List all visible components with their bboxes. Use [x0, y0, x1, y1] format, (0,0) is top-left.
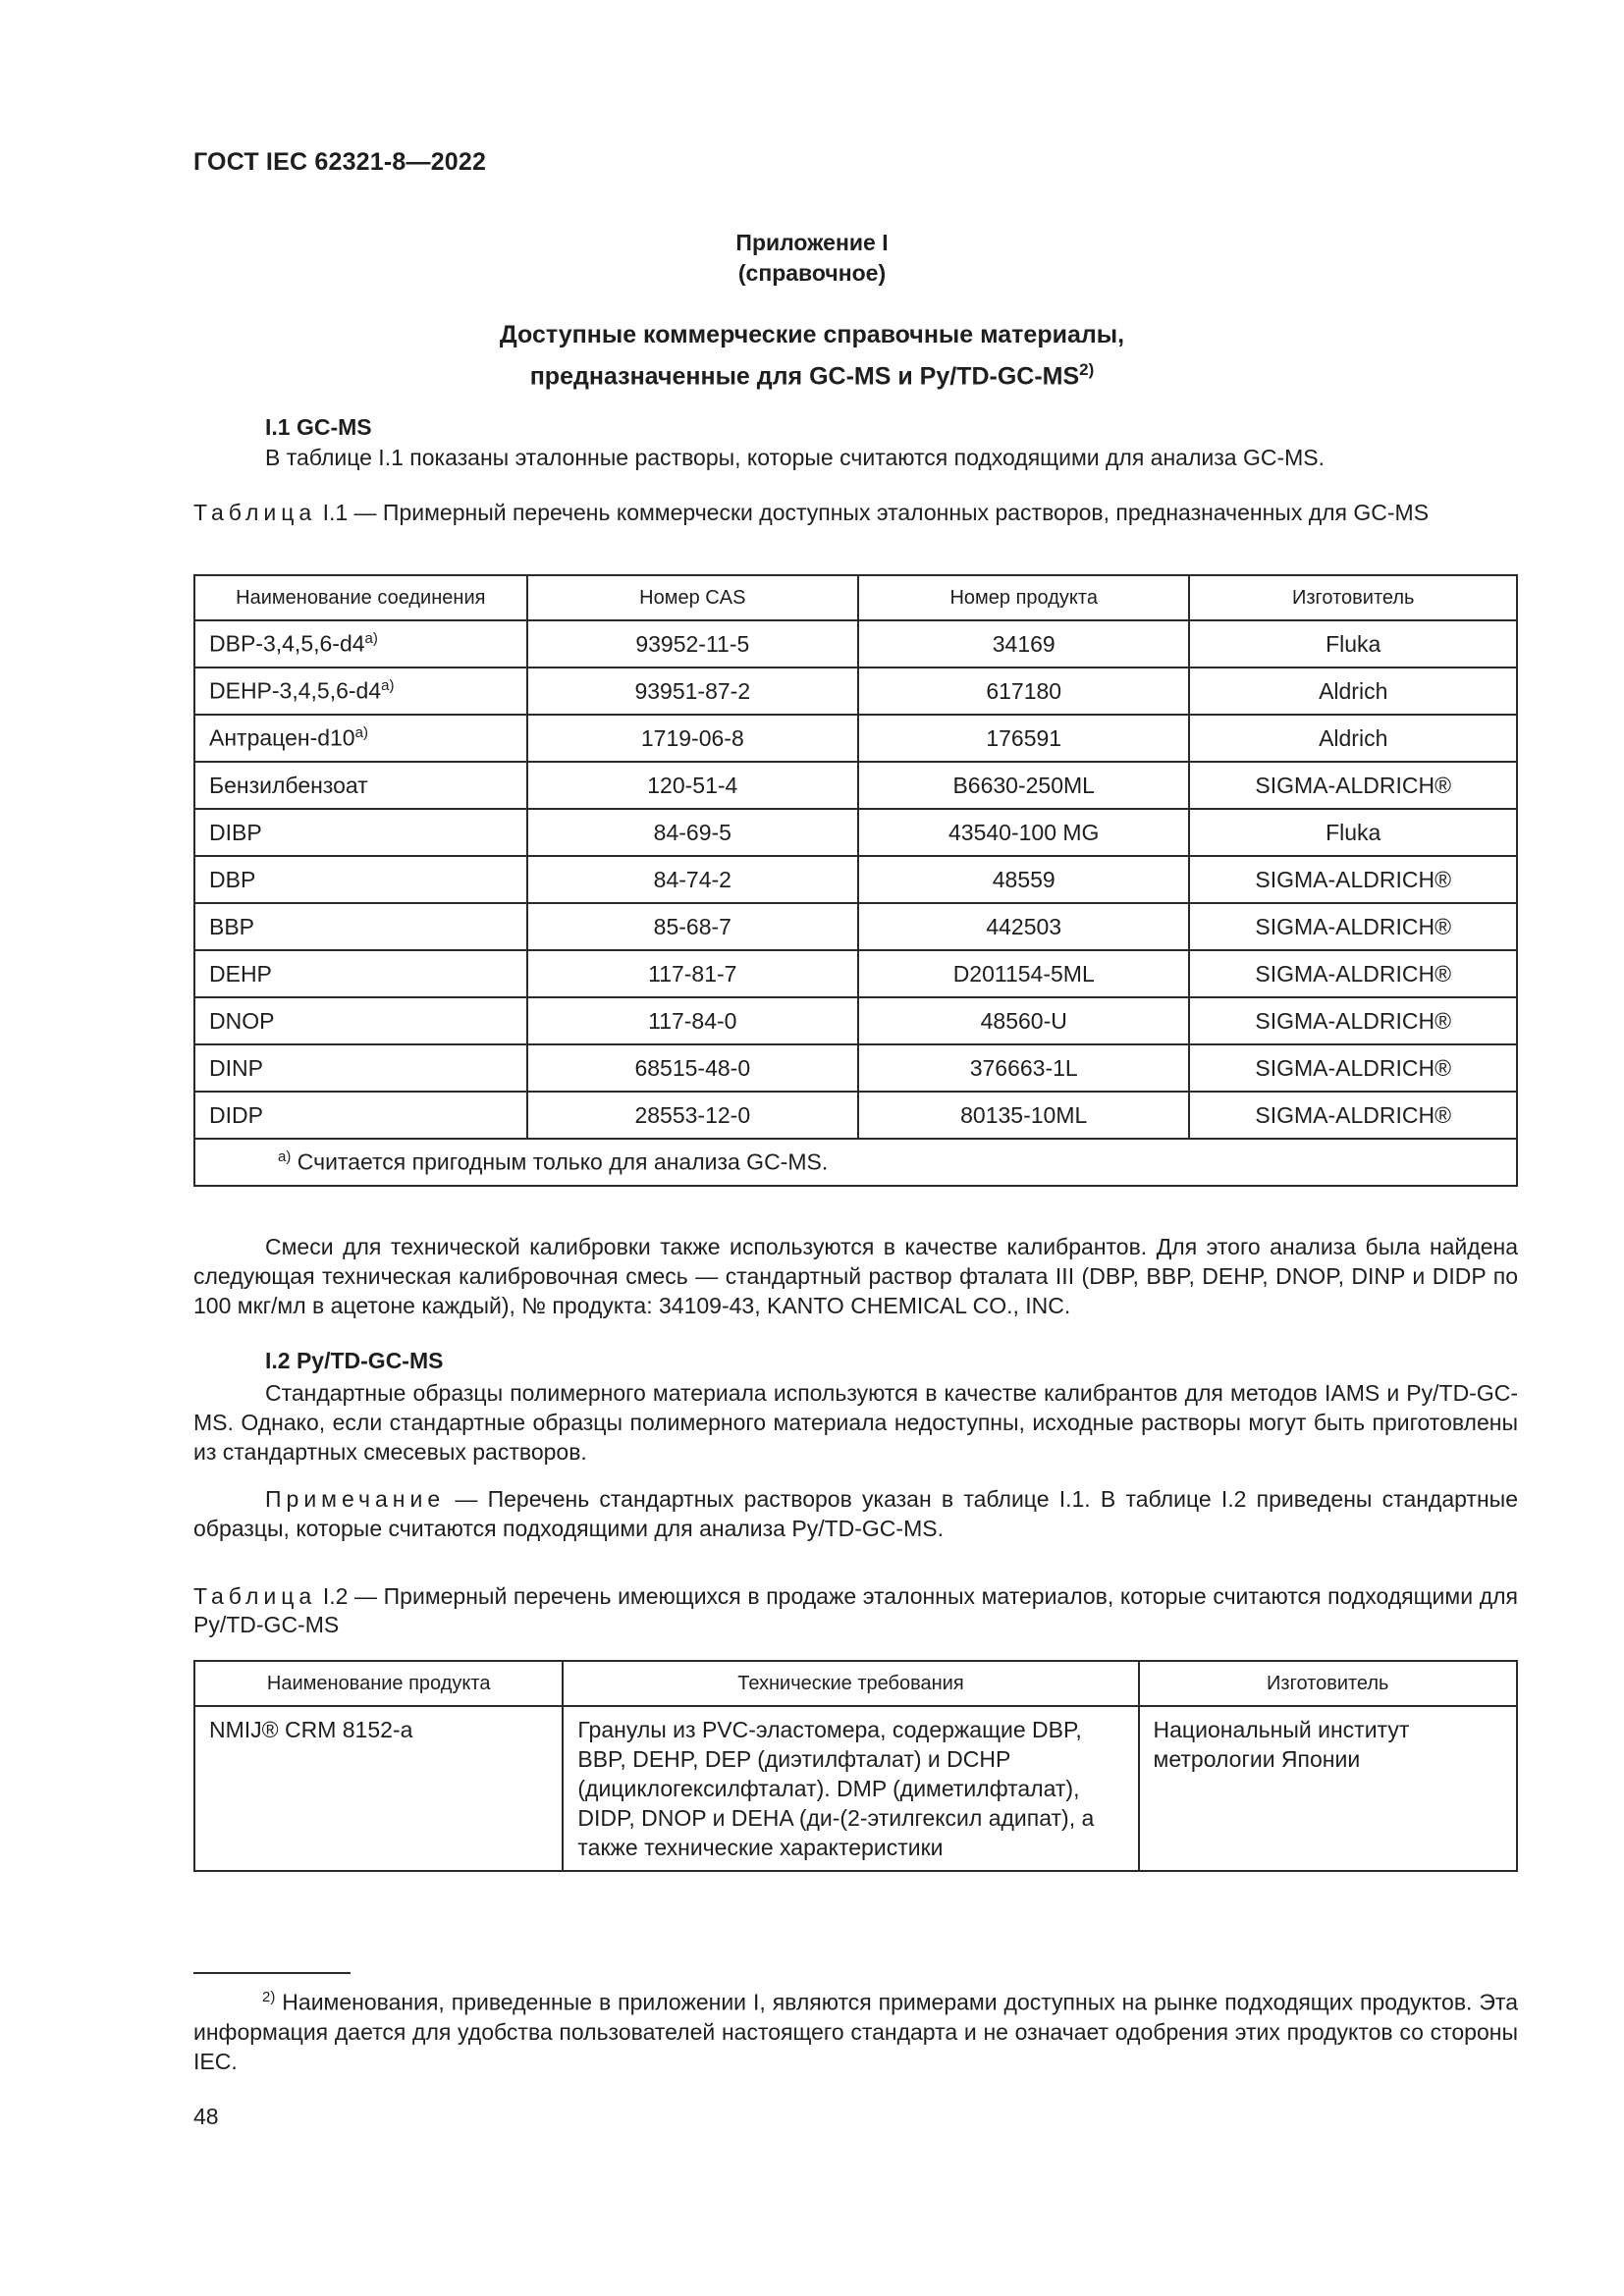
table1-caption-text: I.1 — Примерный перечень коммерчески доступных эталонных растворов, предназначенных для GC-MS — [316, 500, 1430, 525]
column-header-compound: Наименование соединения — [194, 575, 527, 620]
table-row — [194, 1706, 1517, 1871]
cell-cas-number: 68515-48-0 — [527, 1044, 858, 1092]
cell-product-number: B6630-250ML — [858, 762, 1189, 809]
column-header-product: Номер продукта — [858, 575, 1189, 620]
cell-compound-name — [194, 997, 527, 1044]
cell-product-name: NMIJ® CRM 8152-a — [194, 1706, 563, 1871]
cell-product-number: 376663-1L — [858, 1044, 1189, 1092]
page-footnote-text: Наименования, приведенные в приложении I, являются примерами доступных на рынке подходящих продуктов. Эта информация дается для удобства пользователей настоящего стандарта и не означает одобрения этих продуктов со стороны IEC. — [193, 1989, 1518, 2074]
compound-name-text: BBP — [209, 913, 255, 939]
table-row — [194, 762, 1517, 809]
cell-manufacturer: SIGMA-ALDRICH® — [1189, 856, 1517, 903]
cell-cas-number: 84-69-5 — [527, 809, 858, 856]
page-footnote — [193, 1983, 1518, 2076]
cell-manufacturer: Aldrich — [1189, 715, 1517, 762]
table2-caption-text: I.2 — Примерный перечень имеющихся в продаже эталонных материалов, которые считаются подходящими для Py/TD-GC-MS — [193, 1583, 1518, 1637]
cell-manufacturer: Fluka — [1189, 620, 1517, 667]
cell-cas-number: 85-68-7 — [527, 903, 858, 950]
annex-heading-line2-text: предназначенные для GC-MS и Py/TD-GC-MS — [529, 362, 1080, 391]
table1-footnote-row — [194, 1139, 1517, 1186]
section-intro-text: В таблице I.1 показаны эталонные растворы, которые считаются подходящими для анализа GC-MS. — [265, 445, 1326, 470]
cell-manufacturer: SIGMA-ALDRICH® — [1189, 762, 1517, 809]
cell-compound-name — [194, 1092, 527, 1139]
pytd-paragraph — [193, 1378, 1518, 1467]
footnote-ref: a) — [354, 724, 368, 742]
cell-compound-name — [194, 903, 527, 950]
table-row — [194, 1092, 1517, 1139]
section-heading-pytd: I.2 Py/TD-GC-MS — [265, 1348, 444, 1373]
table1-footnote — [194, 1139, 1517, 1186]
page-footnote-mark: 2) — [262, 1989, 276, 2005]
cell-compound-name — [194, 1044, 527, 1092]
cell-product-number: 48559 — [858, 856, 1189, 903]
cell-manufacturer: Aldrich — [1189, 667, 1517, 715]
compound-name-text: DBP — [209, 866, 256, 892]
column-header-cas: Номер CAS — [527, 575, 858, 620]
cell-cas-number: 93952-11-5 — [527, 620, 858, 667]
column-header-product-name: Наименование продукта — [194, 1661, 563, 1706]
cell-product-number: 43540-100 MG — [858, 809, 1189, 856]
table2-caption — [193, 1582, 1518, 1639]
compound-name-text: Бензилбензоат — [209, 772, 368, 798]
compound-name-text: DIDP — [209, 1101, 263, 1128]
footnote-separator — [193, 1972, 351, 1974]
cell-product-number: 442503 — [858, 903, 1189, 950]
document-code-header: ГОСТ IEC 62321-8—2022 — [193, 148, 487, 176]
table-row — [194, 620, 1517, 667]
column-header-requirements: Технические требования — [563, 1661, 1138, 1706]
cell-product-number: 48560-U — [858, 997, 1189, 1044]
annex-footnote-ref: 2) — [1079, 360, 1095, 379]
page-number: 48 — [193, 2104, 219, 2129]
table-row — [194, 809, 1517, 856]
annex-heading — [0, 318, 1624, 394]
section-heading-gcms: I.1 GC-MS — [265, 414, 372, 440]
annex-status: (справочное) — [737, 260, 887, 286]
cell-compound-name — [194, 715, 527, 762]
calibration-mix-paragraph — [193, 1232, 1518, 1320]
cell-manufacturer: SIGMA-ALDRICH® — [1189, 1044, 1517, 1092]
annex-heading-line2 — [0, 352, 1624, 394]
table-row — [194, 903, 1517, 950]
table-row — [194, 997, 1517, 1044]
cell-cas-number: 120-51-4 — [527, 762, 858, 809]
compound-name-text: DINP — [209, 1054, 263, 1081]
cell-product-number: 617180 — [858, 667, 1189, 715]
annex-number: Приложение I — [735, 230, 889, 255]
cell-compound-name — [194, 762, 527, 809]
table1-footnote-text: Считается пригодным только для анализа GC-MS. — [291, 1148, 829, 1175]
column-header-manufacturer: Изготовитель — [1139, 1661, 1517, 1706]
cell-cas-number: 1719-06-8 — [527, 715, 858, 762]
cell-requirements: Гранулы из PVC-эластомера, содержащие DBP, BBP, DEHP, DEP (диэтилфталат) и DCHP (дициклогексилфталат). DMP (диметилфталат), DIDP, DNOP и DEHA (ди-(2-этилгексил адипат), а также технические характеристики — [563, 1706, 1138, 1871]
cell-cas-number: 93951-87-2 — [527, 667, 858, 715]
table1-caption-word: Таблица — [193, 500, 317, 525]
section-intro-paragraph — [193, 443, 1518, 472]
compound-name-text: DBP-3,4,5,6-d4 — [209, 630, 365, 657]
cell-compound-name — [194, 667, 527, 715]
cell-product-number: 34169 — [858, 620, 1189, 667]
note-label: Примечание — [265, 1486, 446, 1512]
cell-manufacturer: SIGMA-ALDRICH® — [1189, 997, 1517, 1044]
cell-manufacturer: SIGMA-ALDRICH® — [1189, 950, 1517, 997]
cell-cas-number: 28553-12-0 — [527, 1092, 858, 1139]
compound-name-text: DIBP — [209, 819, 262, 845]
table-row — [194, 667, 1517, 715]
table-header-row — [194, 575, 1517, 620]
table1-body — [194, 620, 1517, 1139]
table-header-row — [194, 1661, 1517, 1706]
cell-cas-number: 117-81-7 — [527, 950, 858, 997]
table-row — [194, 856, 1517, 903]
note-text: — Перечень стандартных растворов указан в таблице I.1. В таблице I.2 приведены стандартные образцы, которые считаются подходящими для анализа Py/TD-GC-MS. — [193, 1486, 1518, 1541]
calibration-mix-text: Смеси для технической калибровки также используются в качестве калибрантов. Для этого анализа была найдена следующая техническая калибровочная смесь — стандартный раствор фталата III (DBP, BBP, DEHP, DNOP, DINP и DIDP по 100 мкг/мл в ацетоне каждый), № продукта: 34109-43, KANTO CHEMICAL CO., INC. — [193, 1234, 1518, 1318]
cell-manufacturer: SIGMA-ALDRICH® — [1189, 903, 1517, 950]
compound-name-text: DNOP — [209, 1007, 275, 1034]
reference-solutions-table — [193, 574, 1518, 1187]
cell-cas-number: 117-84-0 — [527, 997, 858, 1044]
cell-product-number: D201154-5ML — [858, 950, 1189, 997]
cell-compound-name — [194, 856, 527, 903]
table-row — [194, 715, 1517, 762]
cell-cas-number: 84-74-2 — [527, 856, 858, 903]
note-paragraph — [193, 1484, 1518, 1543]
annex-heading-line1: Доступные коммерческие справочные материалы, — [499, 321, 1125, 348]
pytd-text: Стандартные образцы полимерного материала используются в качестве калибрантов для методов IAMS и Py/TD-GC-MS. Однако, если стандартные образцы полимерного материала недоступны, исходные растворы могут быть приготовлены из стандартных смесевых растворов. — [193, 1380, 1518, 1465]
annex-label — [0, 228, 1624, 289]
cell-manufacturer: Fluka — [1189, 809, 1517, 856]
reference-materials-table — [193, 1660, 1518, 1872]
table1-footnote-mark: a) — [278, 1148, 292, 1166]
cell-compound-name — [194, 809, 527, 856]
footnote-ref: a) — [381, 677, 395, 695]
table2-caption-word: Таблица — [193, 1583, 317, 1609]
cell-manufacturer: SIGMA-ALDRICH® — [1189, 1092, 1517, 1139]
footnote-ref: a) — [364, 630, 378, 648]
compound-name-text: DEHP-3,4,5,6-d4 — [209, 677, 382, 704]
cell-compound-name — [194, 620, 527, 667]
column-header-manufacturer: Изготовитель — [1189, 575, 1517, 620]
table1-caption — [193, 499, 1518, 527]
cell-product-number: 176591 — [858, 715, 1189, 762]
cell-compound-name — [194, 950, 527, 997]
table-row — [194, 1044, 1517, 1092]
cell-product-number: 80135-10ML — [858, 1092, 1189, 1139]
table-row — [194, 950, 1517, 997]
compound-name-text: Антрацен-d10 — [209, 724, 355, 751]
cell-manufacturer: Национальный институт метрологии Японии — [1139, 1706, 1517, 1871]
compound-name-text: DEHP — [209, 960, 272, 987]
